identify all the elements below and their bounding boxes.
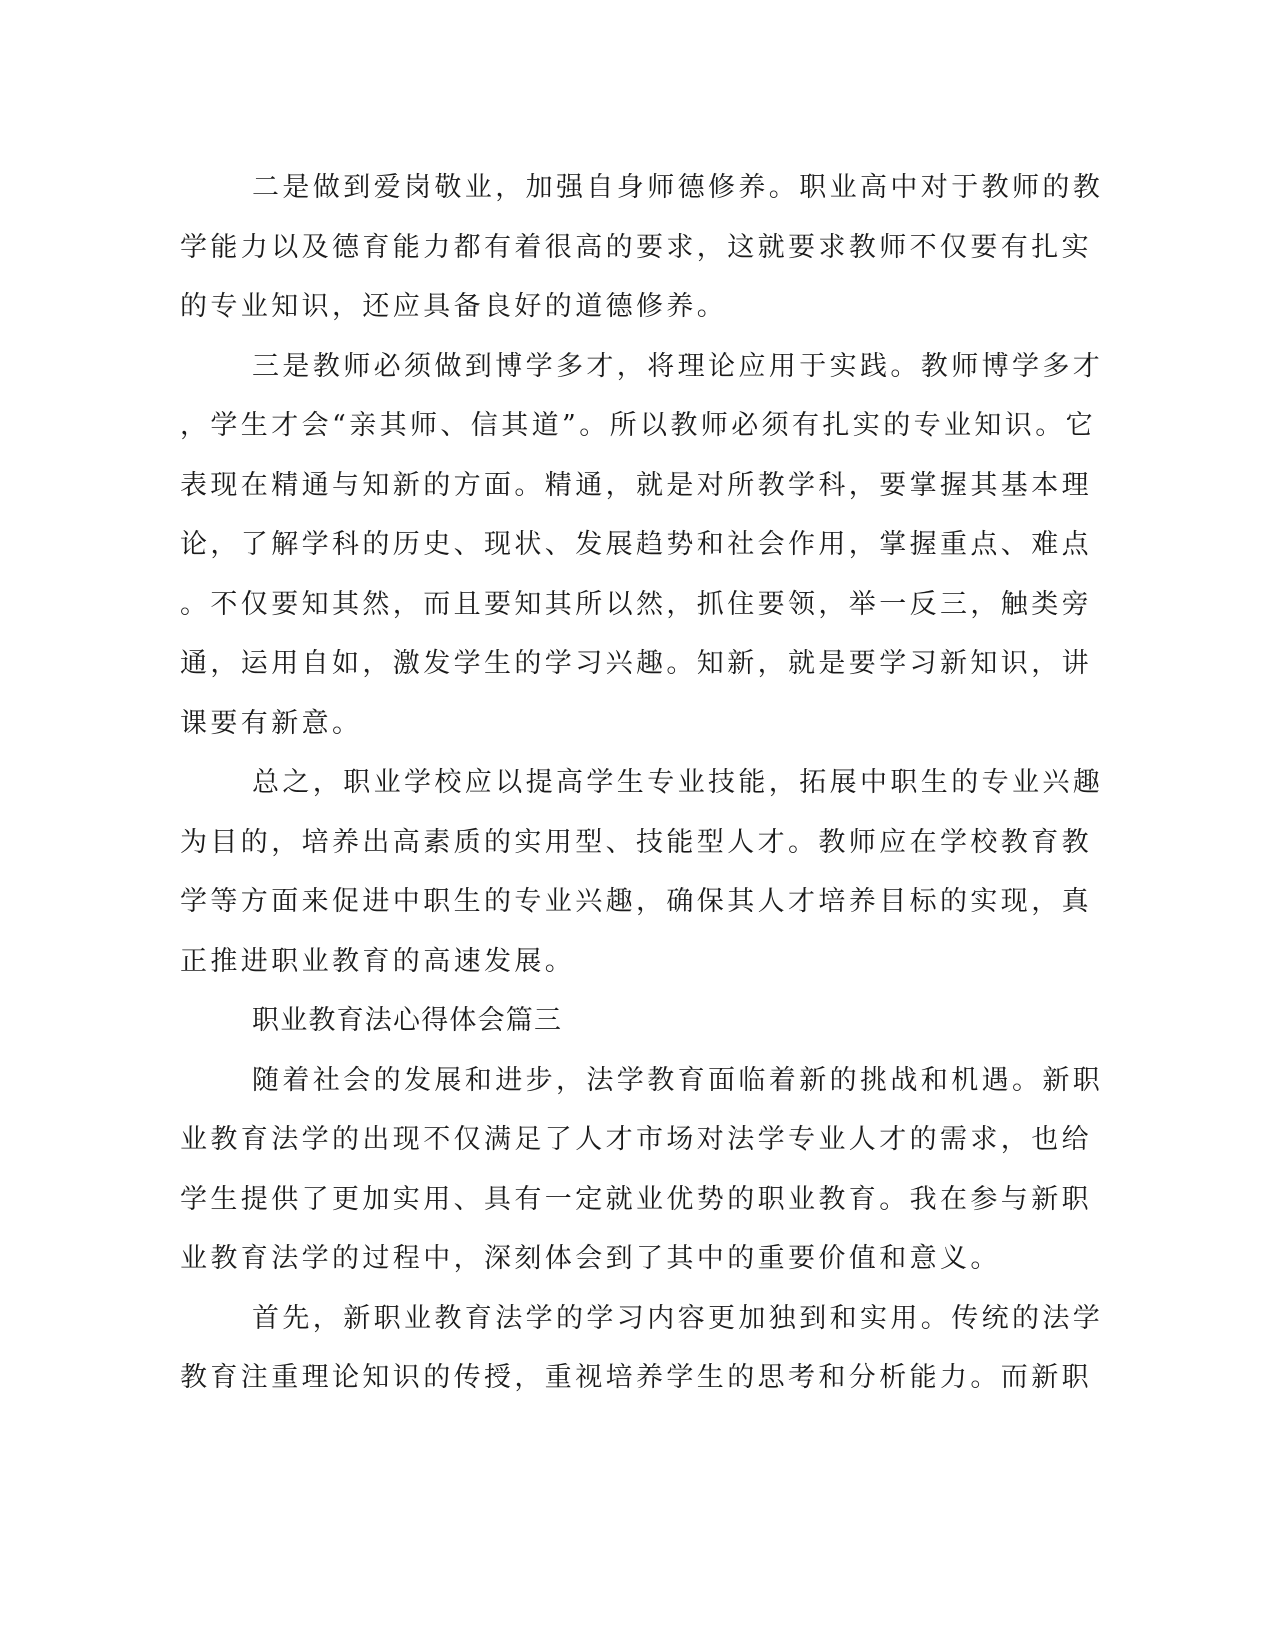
paragraph-1-line-2: 学能力以及德育能力都有着很高的要求，这就要求教师不仅要有扎实 [180,231,1092,263]
paragraph-2-line-7: 课要有新意。 [180,707,363,739]
paragraph-2-line-1: 三是教师必须做到博学多才，将理论应用于实践。教师博学多才 [252,350,1104,382]
document-body [180,158,1104,1408]
paragraph-2-line-6: 通，运用自如，激发学生的学习兴趣。知新，就是要学习新知识，讲 [180,648,1092,679]
paragraph-1-line-1: 二是做到爱岗敬业，加强自身师德修养。职业高中对于教师的教 [252,172,1104,203]
paragraph-4-line-1: 随着社会的发展和进步，法学教育面临着新的挑战和机遇。新职 [252,1064,1104,1096]
paragraph-5-line-1: 首先，新职业教育法学的学习内容更加独到和实用。传统的法学 [252,1302,1104,1334]
paragraph-2-line-4: 论，了解学科的历史、现状、发展趋势和社会作用，掌握重点、难点 [180,529,1092,560]
paragraph-3-line-3: 学等方面来促进中职生的专业兴趣，确保其人才培养目标的实现，真 [180,886,1092,917]
paragraph-3-line-2: 为目的，培养出高素质的实用型、技能型人才。教师应在学校教育教 [180,826,1092,858]
paragraph-2-line-3: 表现在精通与知新的方面。精通，就是对所教学科，要掌握其基本理 [180,469,1092,501]
paragraph-4-line-3: 学生提供了更加实用、具有一定就业优势的职业教育。我在参与新职 [180,1183,1092,1215]
paragraph-3-line-4: 正推进职业教育的高速发展。 [180,945,576,977]
paragraph-5-line-2: 教育注重理论知识的传授，重视培养学生的思考和分析能力。而新职 [180,1362,1092,1393]
section-heading: 职业教育法心得体会篇三 [252,1005,563,1036]
paragraph-4-line-4: 业教育法学的过程中，深刻体会到了其中的重要价值和意义。 [180,1243,1001,1274]
paragraph-2-line-2: ，学生才会“亲其师、信其道”。所以教师必须有扎实的专业知识。它 [180,410,1097,441]
paragraph-2-line-5: 。不仅要知其然，而且要知其所以然，抓住要领，举一反三，触类旁 [180,588,1092,620]
paragraph-1-line-3: 的专业知识，还应具备良好的道德修养。 [180,291,728,322]
paragraph-3-line-1: 总之，职业学校应以提高学生专业技能，拓展中职生的专业兴趣 [252,767,1104,798]
paragraph-4-line-2: 业教育法学的出现不仅满足了人才市场对法学专业人才的需求，也给 [180,1124,1092,1155]
